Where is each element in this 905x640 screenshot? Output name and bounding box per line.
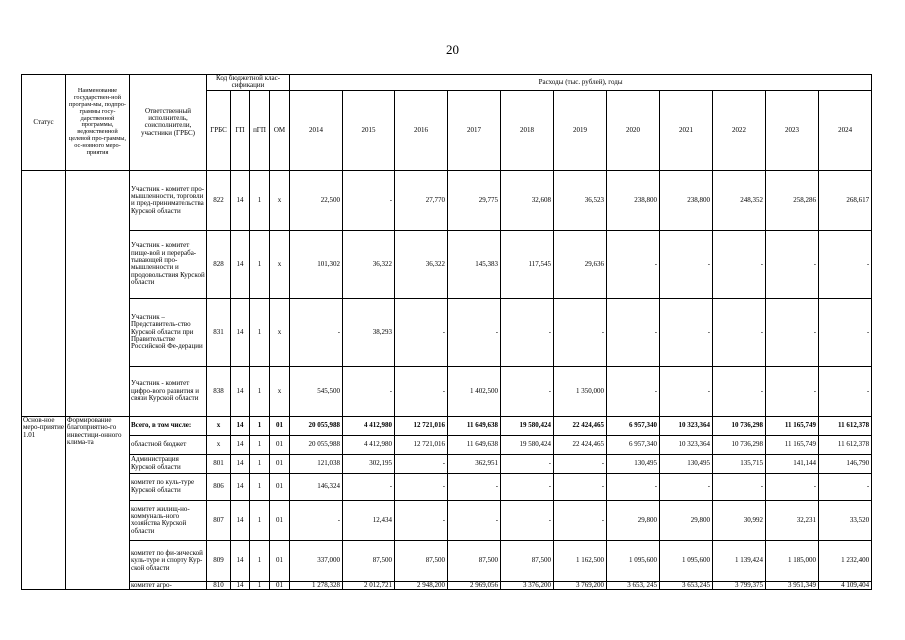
code-pgp-cell: 1 bbox=[250, 298, 270, 366]
expense-cell: 248,352 bbox=[713, 170, 766, 230]
expense-cell: 362,951 bbox=[448, 454, 501, 473]
expense-cell: 20 055,988 bbox=[290, 435, 343, 454]
code-grbs-cell: 806 bbox=[207, 473, 231, 500]
expense-cell: 10 736,298 bbox=[713, 435, 766, 454]
expense-cell: 10 323,364 bbox=[660, 416, 713, 435]
code-gp-cell: 14 bbox=[231, 298, 250, 366]
expense-cell: 145,383 bbox=[448, 230, 501, 298]
code-om-cell: 01 bbox=[270, 540, 290, 581]
expense-cell: 1 350,000 bbox=[554, 366, 607, 416]
code-grbs-cell: 809 bbox=[207, 540, 231, 581]
expense-cell: - bbox=[501, 454, 554, 473]
responsible-cell: Участник - комитет про-мышленности, торговли и пред-принимательства Курской области bbox=[130, 170, 207, 230]
code-grbs-cell: х bbox=[207, 435, 231, 454]
expense-cell: - bbox=[766, 473, 819, 500]
expense-cell: 87,500 bbox=[343, 540, 395, 581]
code-gp-cell: 14 bbox=[231, 454, 250, 473]
expense-cell: 12 721,016 bbox=[395, 435, 448, 454]
expense-cell: 11 612,378 bbox=[819, 416, 872, 435]
expense-cell: 12,434 bbox=[343, 500, 395, 540]
responsible-cell: комитет агро- bbox=[130, 581, 207, 589]
expense-cell: 32,608 bbox=[501, 170, 554, 230]
expense-cell: 10 736,298 bbox=[713, 416, 766, 435]
responsible-cell: Участник - комитет пище-вой и перераба-тывающей про-мышленности и продовольствия Курской области bbox=[130, 230, 207, 298]
expense-cell: - bbox=[395, 298, 448, 366]
header-status: Статус bbox=[22, 75, 66, 171]
code-grbs-cell: 822 bbox=[207, 170, 231, 230]
table-row bbox=[22, 581, 872, 589]
expense-cell: 22 424,465 bbox=[554, 435, 607, 454]
status-cell-empty bbox=[22, 170, 66, 416]
measure-name: Формирование благоприятно-го инвестици-онного клима-та bbox=[66, 416, 130, 589]
expense-cell: 87,500 bbox=[501, 540, 554, 581]
expense-cell: - bbox=[607, 230, 660, 298]
expense-cell: - bbox=[343, 170, 395, 230]
expense-cell: - bbox=[501, 500, 554, 540]
expense-cell: 1 139,424 bbox=[713, 540, 766, 581]
table-row bbox=[22, 416, 872, 435]
expense-cell: 258,286 bbox=[766, 170, 819, 230]
expense-cell: - bbox=[290, 298, 343, 366]
expense-cell: 121,038 bbox=[290, 454, 343, 473]
expense-cell: 19 580,424 bbox=[501, 435, 554, 454]
header-year: 2020 bbox=[607, 90, 660, 170]
expense-cell: - bbox=[607, 298, 660, 366]
code-gp-cell: 14 bbox=[231, 473, 250, 500]
expense-cell: - bbox=[395, 500, 448, 540]
header-year: 2023 bbox=[766, 90, 819, 170]
expense-cell: 32,231 bbox=[766, 500, 819, 540]
table-row bbox=[22, 435, 872, 454]
header-expenses: Расходы (тыс. рублей), годы bbox=[290, 75, 872, 91]
header-year: 2021 bbox=[660, 90, 713, 170]
expense-cell: - bbox=[290, 500, 343, 540]
code-grbs-cell: 831 bbox=[207, 298, 231, 366]
code-pgp-cell: 1 bbox=[250, 454, 270, 473]
table-row bbox=[22, 230, 872, 298]
header-year: 2024 bbox=[819, 90, 872, 170]
code-gp-cell: 14 bbox=[231, 581, 250, 589]
expense-cell: - bbox=[448, 298, 501, 366]
expense-cell: 36,322 bbox=[395, 230, 448, 298]
expense-cell: - bbox=[395, 366, 448, 416]
responsible-cell: областной бюджет bbox=[130, 435, 207, 454]
expense-cell: 12 721,016 bbox=[395, 416, 448, 435]
code-om-cell: х bbox=[270, 366, 290, 416]
code-gp-cell: 14 bbox=[231, 435, 250, 454]
expense-cell: 87,500 bbox=[395, 540, 448, 581]
table-row bbox=[22, 170, 872, 230]
responsible-cell: Участник - комитет цифро-вого развития и связи Курской области bbox=[130, 366, 207, 416]
expense-cell: 545,500 bbox=[290, 366, 343, 416]
expense-cell: 36,322 bbox=[343, 230, 395, 298]
code-grbs-cell: 810 bbox=[207, 581, 231, 589]
header-year: 2017 bbox=[448, 90, 501, 170]
expense-cell: 146,324 bbox=[290, 473, 343, 500]
expense-cell: - bbox=[501, 473, 554, 500]
code-om-cell: х bbox=[270, 298, 290, 366]
code-gp-cell: 14 bbox=[231, 366, 250, 416]
code-pgp-cell: 1 bbox=[250, 366, 270, 416]
responsible-cell: комитет по куль-туре Курской области bbox=[130, 473, 207, 500]
expense-cell: 135,715 bbox=[713, 454, 766, 473]
header-year: 2016 bbox=[395, 90, 448, 170]
expense-cell: 2 012,721 bbox=[343, 581, 395, 589]
expense-cell: 1 185,000 bbox=[766, 540, 819, 581]
table-row bbox=[22, 366, 872, 416]
expense-cell: 27,770 bbox=[395, 170, 448, 230]
code-gp-cell: 14 bbox=[231, 500, 250, 540]
page-number: 20 bbox=[446, 42, 459, 57]
responsible-cell: комитет жилищ-но-коммуналь-ного хозяйства Курской области bbox=[130, 500, 207, 540]
expense-cell: 38,293 bbox=[343, 298, 395, 366]
expense-cell: - bbox=[343, 366, 395, 416]
expense-cell: 22 424,465 bbox=[554, 416, 607, 435]
expense-cell: 3 376,200 bbox=[501, 581, 554, 589]
expense-cell: 2 948,200 bbox=[395, 581, 448, 589]
code-grbs-cell: х bbox=[207, 416, 231, 435]
code-om-cell: 01 bbox=[270, 435, 290, 454]
header-year: 2019 bbox=[554, 90, 607, 170]
expense-cell: 1 232,400 bbox=[819, 540, 872, 581]
expense-cell: 3 799,375 bbox=[713, 581, 766, 589]
expense-cell: - bbox=[766, 230, 819, 298]
expense-cell: 11 612,378 bbox=[819, 435, 872, 454]
expense-cell: - bbox=[713, 366, 766, 416]
expense-cell: - bbox=[766, 366, 819, 416]
expense-cell: - bbox=[554, 298, 607, 366]
expense-cell: 29,800 bbox=[660, 500, 713, 540]
code-om-cell: 01 bbox=[270, 416, 290, 435]
code-pgp-cell: 1 bbox=[250, 500, 270, 540]
expense-cell: 87,500 bbox=[448, 540, 501, 581]
expense-cell: 11 649,638 bbox=[448, 416, 501, 435]
expense-cell: - bbox=[554, 454, 607, 473]
table-row bbox=[22, 473, 872, 500]
expense-cell: 29,775 bbox=[448, 170, 501, 230]
expense-cell: 6 957,340 bbox=[607, 435, 660, 454]
header-year: 2018 bbox=[501, 90, 554, 170]
expense-cell: 268,617 bbox=[819, 170, 872, 230]
expense-cell: 4 412,980 bbox=[343, 435, 395, 454]
expense-cell: 2 969,056 bbox=[448, 581, 501, 589]
expense-cell: 4 109,404 bbox=[819, 581, 872, 589]
expense-cell: 22,500 bbox=[290, 170, 343, 230]
responsible-cell: Всего, в том числе: bbox=[130, 416, 207, 435]
expense-cell: 19 580,424 bbox=[501, 416, 554, 435]
code-om-cell: 01 bbox=[270, 454, 290, 473]
expense-cell: - bbox=[766, 298, 819, 366]
responsible-cell: Участник – Представитель-ство Курской области при Правительстве Российской Фе-дерации bbox=[130, 298, 207, 366]
table-row bbox=[22, 540, 872, 581]
expense-cell: - bbox=[448, 473, 501, 500]
expense-cell: - bbox=[660, 230, 713, 298]
expense-cell: 238,800 bbox=[607, 170, 660, 230]
header-budget-code: Код бюджетной клас-сификации bbox=[207, 75, 290, 91]
header-year: 2022 bbox=[713, 90, 766, 170]
expense-cell: - bbox=[819, 473, 872, 500]
code-pgp-cell: 1 bbox=[250, 170, 270, 230]
expense-cell: 10 323,364 bbox=[660, 435, 713, 454]
expense-cell: 1 095,600 bbox=[607, 540, 660, 581]
expense-cell: - bbox=[395, 454, 448, 473]
expense-cell: 3 769,200 bbox=[554, 581, 607, 589]
expense-cell: 3 951,349 bbox=[766, 581, 819, 589]
expense-cell: 36,523 bbox=[554, 170, 607, 230]
expense-cell: - bbox=[501, 366, 554, 416]
expense-cell: 20 055,988 bbox=[290, 416, 343, 435]
code-om-cell: 01 bbox=[270, 473, 290, 500]
table-row bbox=[22, 454, 872, 473]
code-pgp-cell: 1 bbox=[250, 435, 270, 454]
expense-cell: - bbox=[660, 473, 713, 500]
expense-cell: 117,545 bbox=[501, 230, 554, 298]
expense-cell: - bbox=[713, 230, 766, 298]
expense-cell: 3 653,245 bbox=[660, 581, 713, 589]
expense-cell: 1 095,600 bbox=[660, 540, 713, 581]
expense-cell: - bbox=[819, 366, 872, 416]
expense-cell: - bbox=[660, 298, 713, 366]
budget-table bbox=[21, 74, 872, 590]
header-year: 2015 bbox=[343, 90, 395, 170]
expense-cell: 1 402,500 bbox=[448, 366, 501, 416]
code-gp-cell: 14 bbox=[231, 230, 250, 298]
expense-cell: - bbox=[395, 473, 448, 500]
expense-cell: - bbox=[607, 473, 660, 500]
expense-cell: 11 165,749 bbox=[766, 435, 819, 454]
expense-cell: - bbox=[660, 366, 713, 416]
code-om-cell: 01 bbox=[270, 581, 290, 589]
code-pgp-cell: 1 bbox=[250, 581, 270, 589]
code-gp-cell: 14 bbox=[231, 170, 250, 230]
expense-cell: 33,520 bbox=[819, 500, 872, 540]
expense-cell: 11 165,749 bbox=[766, 416, 819, 435]
expense-cell: 141,144 bbox=[766, 454, 819, 473]
expense-cell: - bbox=[501, 298, 554, 366]
code-pgp-cell: 1 bbox=[250, 473, 270, 500]
code-pgp-cell: 1 bbox=[250, 230, 270, 298]
header-responsible: Ответственный исполнитель, соисполнители, участники (ГРБС) bbox=[130, 75, 207, 171]
code-gp-cell: 14 bbox=[231, 540, 250, 581]
expense-cell: 130,495 bbox=[660, 454, 713, 473]
program-name-cell-empty bbox=[66, 170, 130, 416]
code-grbs-cell: 807 bbox=[207, 500, 231, 540]
code-om-cell: х bbox=[270, 230, 290, 298]
code-om-cell: х bbox=[270, 170, 290, 230]
expense-cell: 1 278,328 bbox=[290, 581, 343, 589]
measure-status: Основ-ное меро-приятие 1.01 bbox=[22, 416, 66, 589]
code-gp-cell: 14 bbox=[231, 416, 250, 435]
responsible-cell: комитет по фи-зической куль-туре и спорту Кур-ской области bbox=[130, 540, 207, 581]
expense-cell: - bbox=[448, 500, 501, 540]
expense-cell: - bbox=[713, 298, 766, 366]
expense-cell: 1 162,500 bbox=[554, 540, 607, 581]
expense-cell: 11 649,638 bbox=[448, 435, 501, 454]
expense-cell: 238,800 bbox=[660, 170, 713, 230]
expense-cell: - bbox=[607, 366, 660, 416]
expense-cell: 146,790 bbox=[819, 454, 872, 473]
expense-cell: 6 957,340 bbox=[607, 416, 660, 435]
code-pgp-cell: 1 bbox=[250, 540, 270, 581]
code-om-cell: 01 bbox=[270, 500, 290, 540]
expense-cell: - bbox=[554, 473, 607, 500]
header-code-grbs: ГРБС bbox=[207, 90, 231, 170]
expense-cell: 4 412,980 bbox=[343, 416, 395, 435]
expense-cell: - bbox=[713, 473, 766, 500]
expense-cell: 30,992 bbox=[713, 500, 766, 540]
expense-cell: 337,000 bbox=[290, 540, 343, 581]
expense-cell: - bbox=[343, 473, 395, 500]
expense-cell: 302,195 bbox=[343, 454, 395, 473]
expense-cell: 3 653, 245 bbox=[607, 581, 660, 589]
expense-cell: - bbox=[819, 298, 872, 366]
responsible-cell: Администрация Курской области bbox=[130, 454, 207, 473]
code-pgp-cell: 1 bbox=[250, 416, 270, 435]
expense-cell: 101,302 bbox=[290, 230, 343, 298]
code-grbs-cell: 838 bbox=[207, 366, 231, 416]
header-program-name: Наименование государствен-ной програм-мы, подпро-граммы госу-дарственной программы, ведомственной целевой про-граммы, ос-новного меро-приятия bbox=[66, 75, 130, 171]
header-code-om: ОМ bbox=[270, 90, 290, 170]
expense-cell: 29,800 bbox=[607, 500, 660, 540]
expense-cell: 29,636 bbox=[554, 230, 607, 298]
header-code-pgp: пГП bbox=[250, 90, 270, 170]
code-grbs-cell: 828 bbox=[207, 230, 231, 298]
table-row bbox=[22, 298, 872, 366]
header-code-gp: ГП bbox=[231, 90, 250, 170]
table-row bbox=[22, 500, 872, 540]
expense-cell: 130,495 bbox=[607, 454, 660, 473]
expense-cell: - bbox=[554, 500, 607, 540]
expense-cell: - bbox=[819, 230, 872, 298]
header-year: 2014 bbox=[290, 90, 343, 170]
code-grbs-cell: 801 bbox=[207, 454, 231, 473]
